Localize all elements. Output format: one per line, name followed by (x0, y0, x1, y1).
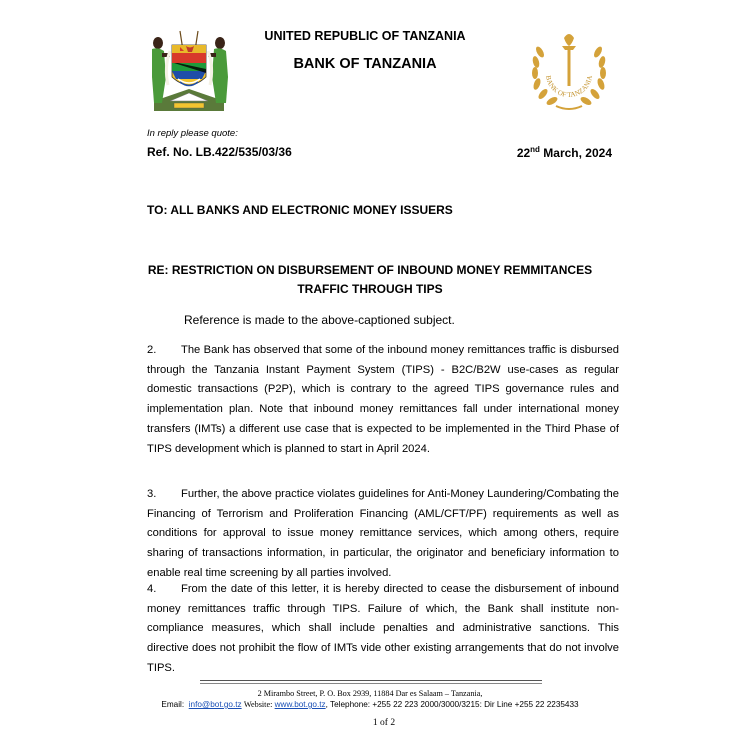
date-month-year: March, 2024 (539, 146, 612, 160)
paragraph-3 (147, 485, 619, 584)
footer-address: 2 Mirambo Street, P. O. Box 2939, 11884 Dar es Salaam – Tanzania, (257, 689, 483, 698)
paragraph-4 (147, 580, 619, 679)
email-label: Email: (161, 700, 185, 709)
seal-text: BANK OF TANZANIA (543, 74, 595, 100)
footer-divider (200, 680, 542, 681)
date-suffix: nd (530, 145, 540, 154)
institution-heading: BANK OF TANZANIA (293, 56, 437, 72)
paragraph-number: 2. (147, 344, 157, 356)
paragraph-text: Further, the above practice violates guidelines for Anti-Money Laundering/Combating the Financing of Terrorism and Proliferation Financing (AML/CFT/PF) requirements as well as conditions for approval to issue money remittance services, which among others, require sharing of transactions information, in particular, the originator and beneficiary information to enable real time screening by all parties involved. (147, 488, 619, 579)
phone-info: , Telephone: +255 22 223 2000/3000/3215: Dir Line +255 22 2235433 (325, 700, 579, 709)
footer-contact (0, 700, 730, 709)
page-number: 1 of 2 (372, 718, 396, 728)
footer-divider-secondary (200, 683, 542, 684)
email-link[interactable]: info@bot.go.tz (188, 700, 242, 709)
addressee-line: TO: ALL BANKS AND ELECTRONIC MONEY ISSUERS (147, 203, 453, 217)
intro-paragraph: Reference is made to the above-captioned subject. (184, 313, 455, 327)
letter-date (517, 145, 612, 160)
paragraph-2 (147, 341, 619, 459)
paragraph-number: 4. (147, 583, 157, 595)
reference-number: Ref. No. LB.422/535/03/36 (147, 145, 292, 159)
quote-label: In reply please quote: (147, 128, 238, 139)
subject-line-2: TRAFFIC THROUGH TIPS (297, 282, 443, 296)
website-label: Website: (243, 700, 273, 709)
paragraph-text: The Bank has observed that some of the inbound money remittances traffic is disbursed through the Tanzania Instant Payment System (TIPS) - B2C/B2W use-cases as regular domestic transactions (P2P), which is contrary to the agreed TIPS governance rules and implementation plan. Note that inbound money remittances fall under international money transfers (IMTs) a different use case that is expected to be implemented in the Third Phase of TIPS development which is planned to start in April 2024. (147, 344, 619, 455)
paragraph-text: From the date of this letter, it is hereby directed to cease the disbursement of inbound money remittances traffic through TIPS. Failure of which, the Bank shall institute non-compliance measures, which shall include penalties and administrative sanctions. This directive does not prohibit the flow of IMTs vide other existing arrangements that do not involve TIPS. (147, 583, 619, 674)
subject-line-1: RE: RESTRICTION ON DISBURSEMENT OF INBOUND MONEY REMMITANCES (147, 263, 593, 277)
bank-seal-logo (526, 30, 612, 116)
date-day: 22 (516, 146, 531, 160)
country-heading: UNITED REPUBLIC OF TANZANIA (264, 29, 466, 43)
website-link[interactable]: www.bot.go.tz (274, 700, 326, 709)
paragraph-number: 3. (147, 488, 157, 500)
